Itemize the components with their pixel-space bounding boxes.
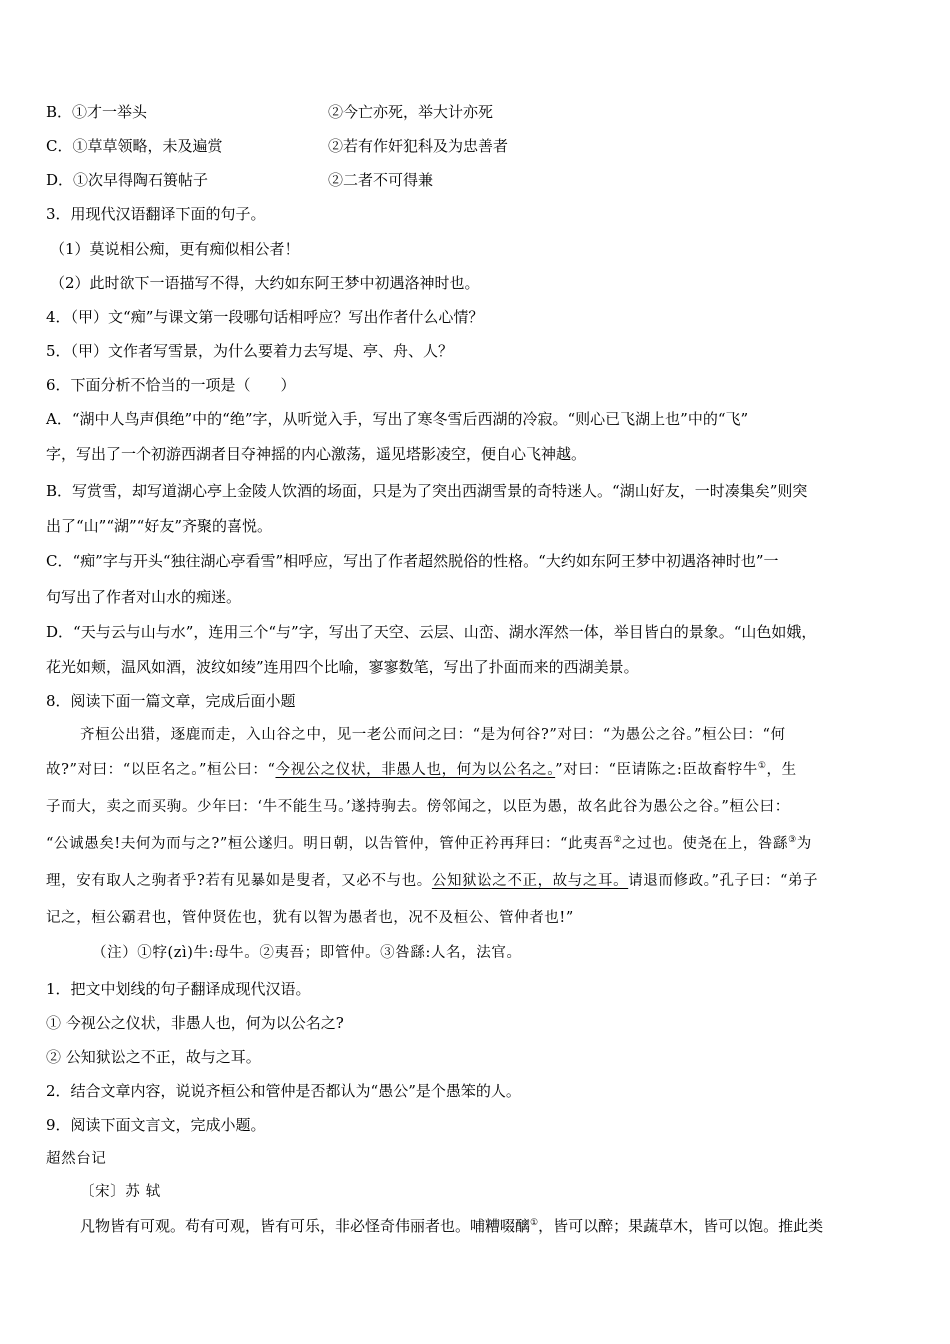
question-6-d-line2: 花光如颊，温风如酒，波纹如绫”连用四个比喻，寥寥数笔，写出了扑面而来的西湖美景。 <box>46 658 639 676</box>
passage-line-2-b: ”对曰：“臣请陈之:臣故畜牸牛 <box>555 762 758 778</box>
sub-question-1-1: ① 今视公之仪状，非愚人也，何为以公名之? <box>46 1014 344 1032</box>
passage-line-4 <box>46 834 812 854</box>
question-3-1: （1）莫说相公痴，更有痴似相公者！ <box>50 240 300 258</box>
sub-question-1: 1．把文中划线的句子翻译成现代汉语。 <box>46 980 311 998</box>
question-6-c-line2: 句写出了作者对山水的痴迷。 <box>46 588 242 606</box>
essay-body-a: 凡物皆有可观。苟有可观，皆有可乐，非必怪奇伟丽者也。哺糟啜醨 <box>80 1217 531 1235</box>
passage-line-1: 齐桓公出猎，逐鹿而走，入山谷之中，见一老公而问之曰：“是为何谷?”对曰：“为愚公之谷。”桓公曰：“何 <box>80 727 786 743</box>
question-3: 3．用现代汉语翻译下面的句子。 <box>46 205 266 223</box>
question-6-a-line1: A．“湖中人鸟声俱绝”中的“绝”字，从听觉入手，写出了寒冬雪后西湖的冷寂。“则心已飞湖上也”中的“飞” <box>46 410 749 428</box>
option-b-line <box>46 102 494 122</box>
footnote-marker-3: ③ <box>788 835 797 845</box>
passage-line-2-a: 故?”对曰：“以臣名之。”桓公曰：“ <box>46 762 276 778</box>
question-8: 8．阅读下面一篇文章，完成后面小题 <box>46 692 296 710</box>
essay-title: 超然台记 <box>46 1151 107 1167</box>
passage-line-5-b: 请退而修政。”孔子曰：“弟子 <box>628 873 819 889</box>
option-d-line <box>46 170 434 190</box>
question-6-c-line1: C．“痴”字与开头“独往湖心亭看雪”相呼应，写出了作者超然脱俗的性格。“大约如东阿王梦中初遇洛神时也”一 <box>46 552 779 570</box>
question-9: 9．阅读下面文言文，完成小题。 <box>46 1116 266 1134</box>
question-6-a-line2: 字，写出了一个初游西湖者目夺神摇的内心激荡，遥见塔影凌空，便自心飞神越。 <box>46 445 587 463</box>
essay-body-b: ，皆可以醉；果蔬草木，皆可以饱。推此类 <box>538 1217 824 1235</box>
question-6: 6．下面分析不恰当的一项是（ ） <box>46 376 296 394</box>
sub-question-1-2: ② 公知狱讼之不正，故与之耳。 <box>46 1048 261 1066</box>
passage-line-2 <box>46 760 797 780</box>
passage-line-4-c: 为 <box>796 836 812 852</box>
option-b-2: ②今亡亦死，举大计亦死 <box>328 103 494 121</box>
passage-line-6: 记之，桓公霸君也，管仲贤佐也，犹有以智为愚者也，况不及桓公、管仲者也!” <box>46 910 574 926</box>
underlined-sentence-2: 公知狱讼之不正，故与之耳。 <box>431 873 629 889</box>
essay-body-line-1 <box>80 1216 823 1236</box>
option-d-2: ②二者不可得兼 <box>328 171 434 189</box>
footnote-marker-1: ① <box>757 761 767 771</box>
passage-note: （注）①牸(zì)牛:母牛。②夷吾；即管仲。③咎繇:人名，法官。 <box>92 945 522 961</box>
question-4: 4．（甲）文“痴”与课文第一段哪句话相呼应？写出作者什么心情？ <box>46 308 484 326</box>
sub-question-2: 2．结合文章内容，说说齐桓公和管仲是否都认为“愚公”是个愚笨的人。 <box>46 1082 521 1100</box>
passage-line-2-c: ，生 <box>766 762 797 778</box>
passage-line-4-b: 之过也。使尧在上，咎繇 <box>622 836 789 852</box>
question-3-2: （2）此时欲下一语描写不得，大约如东阿王梦中初遇洛神时也。 <box>50 274 480 292</box>
question-6-b-line1: B．写赏雪，却写道湖心亭上金陵人饮酒的场面，只是为了突出西湖雪景的奇特迷人。“湖山好友，一时凑集矣”则突 <box>46 482 808 500</box>
passage-line-3: 子而大，卖之而买驹。少年曰：‘牛不能生马。’遂持驹去。傍邻闻之，以臣为愚，故名此谷为愚公之谷。”桓公曰： <box>46 799 790 815</box>
passage-line-5-a: 理，安有取人之驹者乎?若有见暴如是叟者，又必不与也。 <box>46 873 432 889</box>
option-c-line <box>46 136 509 156</box>
footnote-marker-2: ② <box>613 835 623 845</box>
question-6-d-line1: D．“天与云与山与水”，连用三个“与”字，写出了天空、云层、山峦、湖水浑然一体，举目皆白的景象。“山色如娥， <box>46 623 817 641</box>
footnote-marker-essay: ① <box>530 1218 539 1228</box>
option-d-1: D．①次早得陶石篑帖子 <box>46 171 209 189</box>
question-6-b-line2: 出了“山”“湖”“好友”齐聚的喜悦。 <box>46 517 273 535</box>
option-b-1: B．①才一举头 <box>46 103 148 121</box>
option-c-2: ②若有作奸犯科及为忠善者 <box>328 137 509 155</box>
question-5: 5．（甲）文作者写雪景，为什么要着力去写堤、亭、舟、人？ <box>46 342 454 360</box>
essay-author: 〔宋〕苏 轼 <box>80 1184 161 1200</box>
option-c-1: C．①草草领略，未及遍赏 <box>46 137 223 155</box>
passage-line-5 <box>46 871 818 891</box>
passage-line-4-a: “公诚愚矣!夫何为而与之?”桓公遂归。明日朝，以告管仲，管仲正衿再拜曰：“此夷吾 <box>46 836 614 852</box>
underlined-sentence-1: 今视公之仪状，非愚人也，何为以公名之。 <box>275 762 556 778</box>
